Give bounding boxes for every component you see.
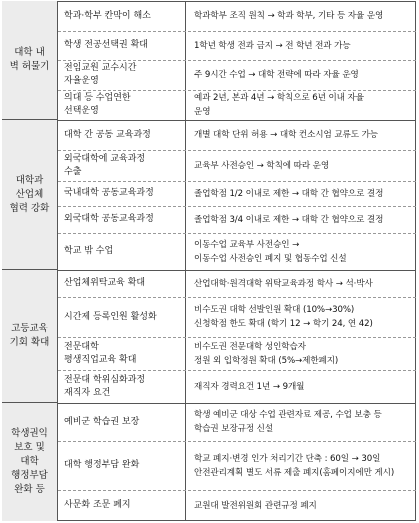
table-row-item: 학생 전공선택권 확대 — [58, 31, 186, 60]
row-divider — [58, 31, 416, 32]
row-divider — [58, 60, 416, 61]
table-row-desc: 졸업학점 1/2 이내로 제한 → 대학 간 협약으로 결정 — [194, 188, 384, 199]
table-row-desc: 개별 대학 단위 허용 → 대학 컨소시엄 교류도 가능 — [194, 130, 378, 140]
category-wall-removal: 대학 내 벽 허물기 — [2, 1, 58, 120]
table-row-desc: 학과학부 조직 원칙 → 학과 학부, 기타 등 자율 운영 — [194, 11, 384, 21]
table-row-desc: 예과 2년, 본과 4년 → 학칙으로 6년 이내 자율 운영 — [194, 93, 364, 117]
table-row-desc: 교원대 발전위원회 관련규정 폐지 — [194, 500, 317, 511]
table-row-desc: 이동수업 교육부 사전승인 → 이동수업 사전승인 폐지 및 협동수업 신설 — [194, 239, 347, 264]
table-row-item: 대학 간 공동 교육과정 — [58, 120, 186, 150]
table-row-item: 외국대학 공동교육과정 — [58, 206, 186, 233]
table-row-item: 의대 등 수업연한 선택운영 — [58, 90, 186, 120]
table-row-item: 학과·학부 칸막이 해소 — [58, 1, 186, 31]
table-row-desc: 학교 폐지·변경 인가 처리기간 단축 : 60일 → 30일 안전관리계획 별도 서류 제출 폐지(홈페이지에만 게시) — [194, 453, 395, 478]
row-divider — [58, 233, 416, 234]
table-row-item: 전문대학 평생직업교육 확대 — [58, 337, 186, 370]
table-row-item: 외국대학에 교육과정 수출 — [58, 150, 186, 181]
table-row-item: 전임교원 교수시간 자율운영 — [58, 60, 186, 90]
table-row-item: 산업체위탁교육 확대 — [58, 270, 186, 297]
row-divider — [58, 206, 416, 207]
row-divider — [58, 90, 416, 91]
table-row-item: 사문화 조문 폐지 — [58, 490, 186, 521]
row-divider — [58, 490, 416, 491]
category-industry-cooperation: 대학과 산업체 협력 강화 — [2, 120, 58, 270]
table-row-item: 예비군 학습권 보장 — [58, 403, 186, 441]
row-divider — [58, 370, 416, 371]
row-divider — [58, 150, 416, 151]
table-row-item: 학교 밖 수업 — [58, 233, 186, 270]
category-student-rights: 학생권익 보호 및 대학 행정부담 완화 등 — [2, 403, 58, 521]
group-divider — [58, 270, 416, 271]
table-row-desc: 교육부 사전승인 → 학칙에 따라 운영 — [194, 160, 330, 171]
table-row-item: 시간제 등록인원 활성화 — [58, 297, 186, 337]
table-row-desc: 산업대학·원격대학 위탁교육과정 학사 → 석·박사 — [194, 278, 373, 289]
table-row-desc: 졸업학점 3/4 이내로 제한 → 대학 간 협약으로 결정 — [194, 214, 384, 225]
table-row-desc: 주 9시간 수업 → 대학 전략에 따라 자율 운영 — [194, 70, 359, 80]
group-divider — [58, 403, 416, 404]
row-divider — [58, 441, 416, 442]
table-row-item: 대학 행정부담 완화 — [58, 441, 186, 490]
row-divider — [58, 297, 416, 298]
table-row-desc: 학생 예비군 대상 수업 관련자료 제공, 수업 보충 등 학습권 보장규정 신설 — [194, 410, 382, 434]
table-row-desc: 비수도권 전문대학 성인학습자 정원 외 입학정원 확대 (5%→제한폐지) — [194, 341, 339, 366]
table-row-item: 국내대학 공동교육과정 — [58, 181, 186, 206]
table-row-item: 전문대 학위심화과정 재직자 요건 — [58, 370, 186, 403]
table-row-desc: 1학년 학생 전과 금지 → 전 학년 전과 가능 — [194, 40, 351, 51]
table-row-desc: 비수도권 대학 선발인원 확대 (10%→30%) 신청학점 한도 확대 (학기 12 → 학기 24, 연 42) — [194, 305, 373, 329]
table-row-desc: 재직자 경력요건 1년 → 9개월 — [194, 381, 305, 392]
row-divider — [58, 337, 416, 338]
category-opportunity-expansion: 고등교육 기회 확대 — [2, 270, 58, 403]
group-divider — [58, 120, 416, 121]
row-divider — [58, 181, 416, 182]
